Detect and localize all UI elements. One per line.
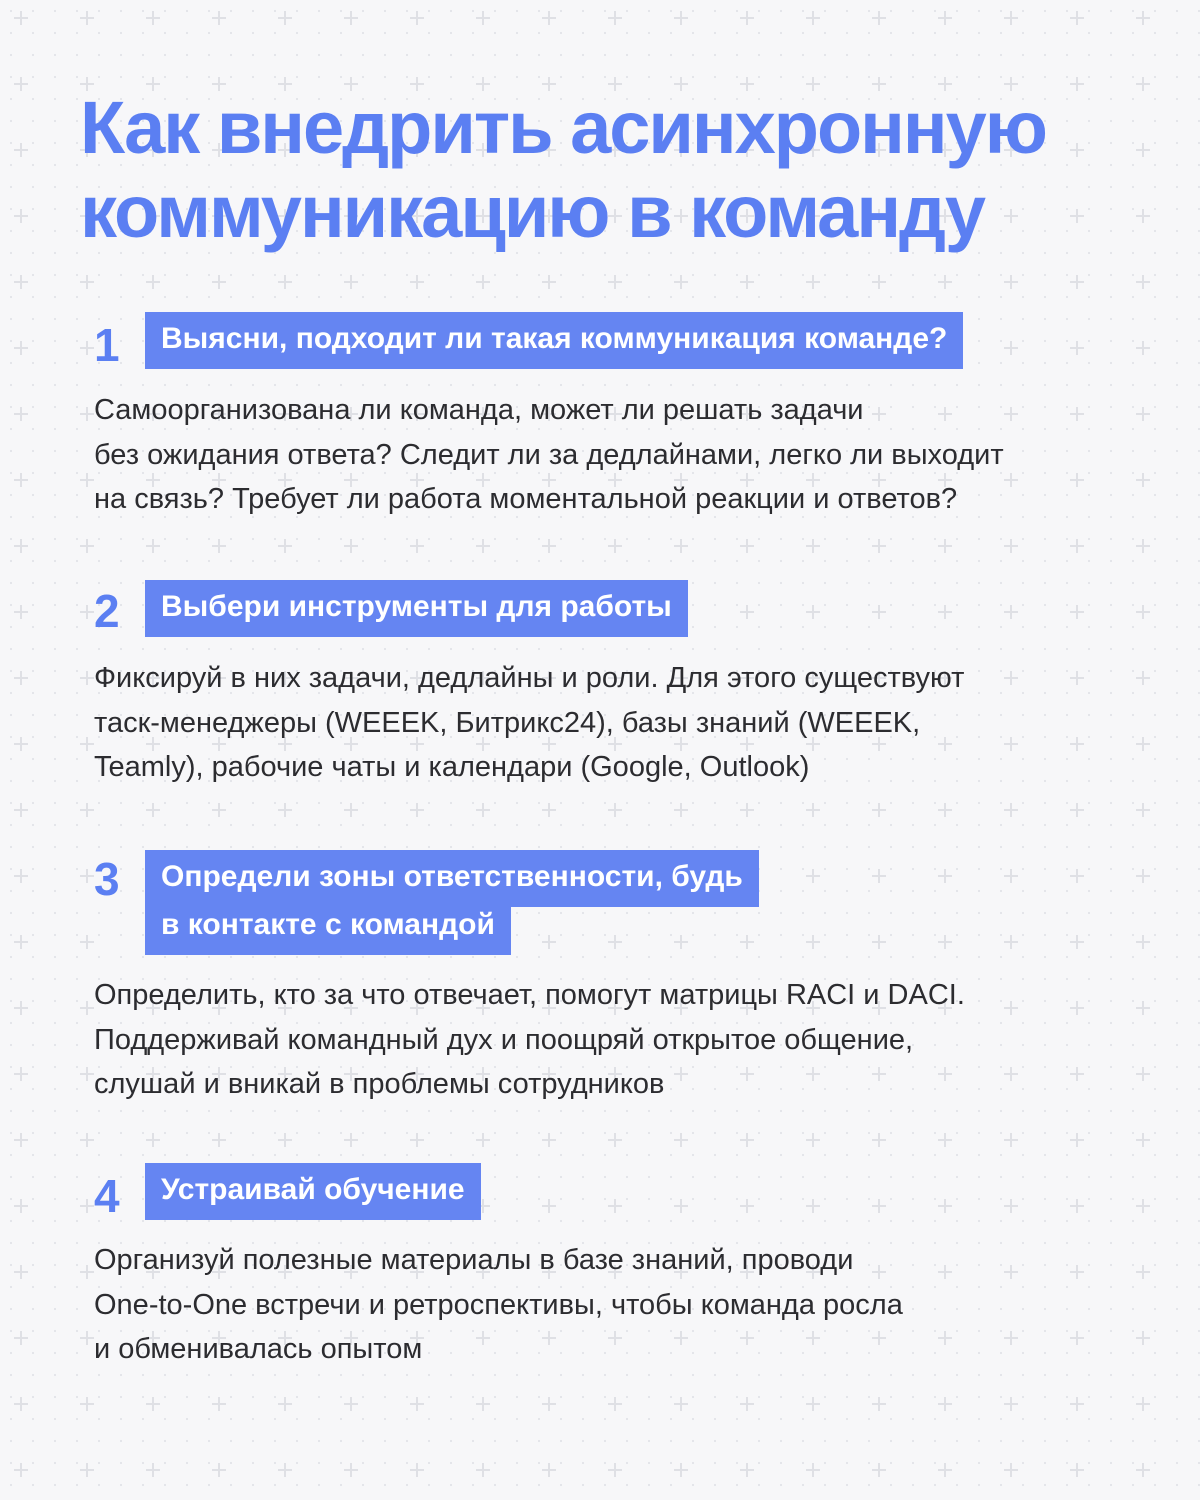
step-number: 3 xyxy=(94,853,120,905)
step-heading-line: Определи зоны ответственности, будь xyxy=(145,850,759,907)
step-description-line: Teamly), рабочие чаты и календари (Google, Outlook) xyxy=(94,751,810,783)
step-description-line: Определить, кто за что отвечает, помогут матрицы RACI и DACI. xyxy=(94,979,965,1011)
step-description-line: слушай и вникай в проблемы сотрудников xyxy=(94,1068,665,1100)
step-heading xyxy=(145,312,963,369)
title-line-1: Как внедрить асинхронную xyxy=(80,86,1046,169)
step-number: 1 xyxy=(94,319,120,371)
step-description-line: Поддерживай командный дух и поощряй открытое общение, xyxy=(94,1023,914,1056)
step-number: 2 xyxy=(94,585,120,637)
step-description-line: таск-менеджеры (WEEEK, Битрикс24), базы знаний (WEEEK, xyxy=(94,706,921,739)
step-heading-line: Выясни, подходит ли такая коммуникация команде? xyxy=(145,312,963,369)
step-description-line: Самоорганизована ли команда, может ли решать задачи xyxy=(94,394,864,426)
step-heading-line: Устраивай обучение xyxy=(145,1163,481,1220)
step-heading-line: в контакте с командой xyxy=(145,907,511,955)
step-heading-line: Выбери инструменты для работы xyxy=(145,580,688,637)
step-heading xyxy=(145,580,688,637)
step-description-line: Организуй полезные материалы в базе знаний, проводи xyxy=(94,1244,854,1276)
step-number: 4 xyxy=(94,1170,120,1222)
step-description-line: One-to-One встречи и ретроспективы, чтобы команда росла xyxy=(94,1288,903,1321)
step-heading xyxy=(145,1163,481,1220)
step-heading xyxy=(145,850,759,955)
step-description xyxy=(94,1238,903,1372)
step-description-line: Фиксируй в них задачи, дедлайны и роли. Для этого существуют xyxy=(94,662,965,694)
step-description xyxy=(94,656,964,790)
step-description-line: без ожидания ответа? Следит ли за дедлайнами, легко ли выходит xyxy=(94,438,1004,471)
title-line-2: коммуникацию в команду xyxy=(80,170,985,253)
page-title xyxy=(80,86,1180,254)
step-description xyxy=(94,973,965,1107)
step-description xyxy=(94,388,1004,522)
step-description-line: и обменивалась опытом xyxy=(94,1333,423,1365)
step-description-line: на связь? Требует ли работа моментальной реакции и ответов? xyxy=(94,483,958,515)
